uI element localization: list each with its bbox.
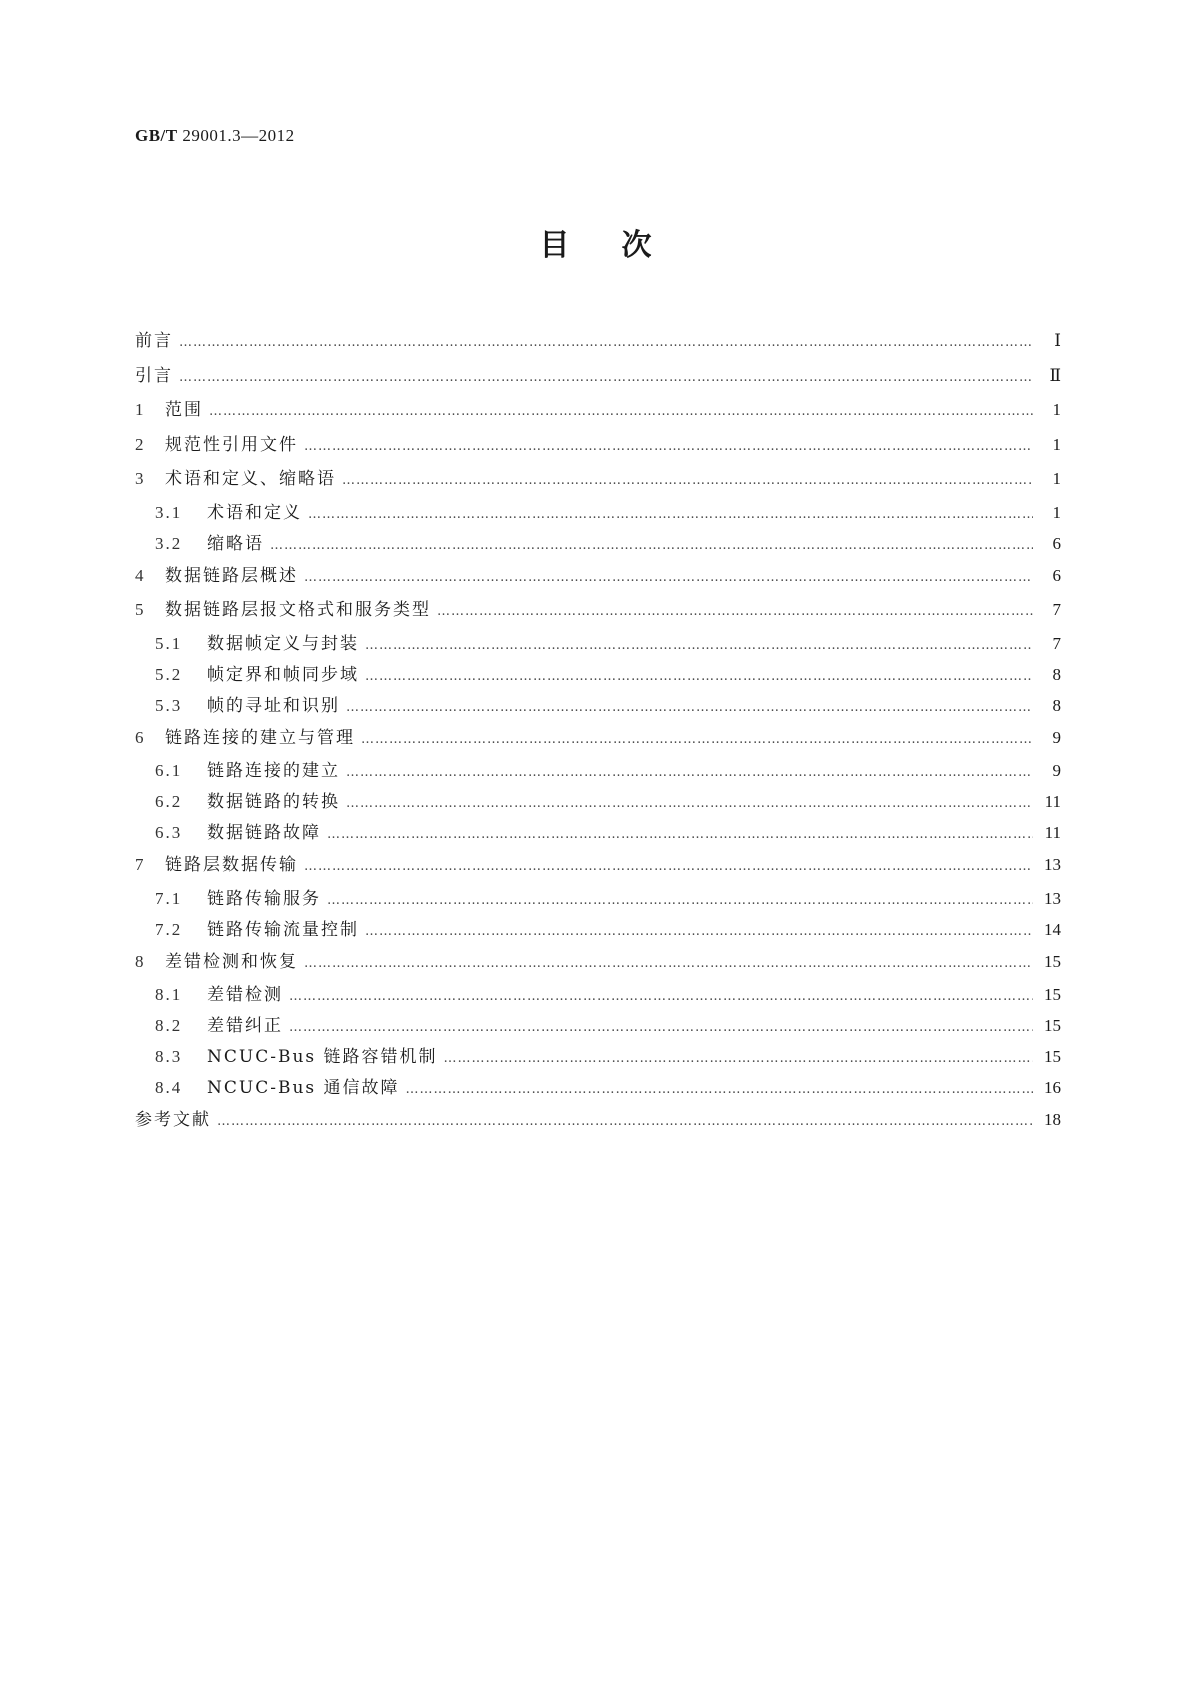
toc-entry[interactable]	[135, 359, 1061, 394]
toc-entry-number: 8.4	[155, 1078, 183, 1097]
toc-entry-label: 链路连接的建立	[207, 761, 340, 781]
toc-leader-dots	[437, 595, 1033, 630]
toc-leader-dots	[342, 464, 1033, 499]
toc-entry-page: 11	[1044, 792, 1061, 811]
toc-entry[interactable]	[135, 393, 1061, 428]
toc-entry[interactable]	[135, 497, 1061, 528]
toc-entry-page: 13	[1044, 888, 1061, 908]
toc-entry-page: 16	[1044, 1078, 1061, 1097]
toc-entry-label: NCUC-Bus 通信故障	[207, 1078, 400, 1098]
toc-entry[interactable]	[135, 593, 1061, 628]
toc-entry-number: 5.1	[155, 633, 183, 653]
toc-entry-label: 数据链路层概述	[165, 565, 298, 586]
toc-entry-number: 4	[135, 565, 144, 585]
toc-entry-number: 6.3	[155, 823, 183, 842]
toc-entry[interactable]	[135, 659, 1061, 690]
standard-number: 29001.3—2012	[177, 126, 295, 145]
toc-entry-page: 14	[1044, 919, 1061, 939]
toc-entry-page: 15	[1044, 985, 1061, 1004]
toc-entry-label: 术语和定义	[207, 502, 302, 523]
standard-prefix: GB/T	[135, 126, 178, 145]
toc-entry-label: 术语和定义、缩略语	[165, 469, 336, 489]
toc-entry-label: 数据帧定义与封装	[207, 633, 359, 654]
toc-leader-dots	[444, 1043, 1033, 1074]
toc-entry-page: 13	[1044, 855, 1061, 874]
toc-entry-label: 引言	[135, 365, 173, 386]
toc-entry[interactable]	[135, 1010, 1061, 1041]
toc-entry[interactable]	[135, 1041, 1061, 1072]
toc-entry-page: Ⅱ	[1049, 365, 1061, 385]
toc-leader-dots	[179, 361, 1033, 396]
toc-entry[interactable]	[135, 755, 1061, 786]
toc-entry-page: 7	[1052, 600, 1061, 619]
toc-leader-dots	[346, 757, 1033, 788]
toc-entry[interactable]	[135, 883, 1061, 914]
toc-entry-number: 8.3	[155, 1047, 183, 1066]
toc-entry-label: 数据链路故障	[207, 823, 321, 843]
toc-entry-label: 缩略语	[207, 533, 264, 554]
toc-entry-page: 8	[1052, 695, 1061, 715]
toc-leader-dots	[304, 561, 1033, 596]
toc-leader-dots	[327, 885, 1033, 916]
toc-entry-page: 15	[1044, 1016, 1061, 1035]
toc-entry[interactable]	[135, 690, 1061, 721]
toc-leader-dots	[209, 395, 1033, 430]
toc-entry[interactable]	[135, 1072, 1061, 1103]
toc-leader-dots	[327, 819, 1033, 850]
toc-leader-dots	[217, 1105, 1033, 1140]
standard-code	[135, 126, 295, 146]
toc-entry-page: 6	[1052, 533, 1061, 553]
toc-entry-label: 前言	[135, 331, 173, 351]
toc-leader-dots	[270, 530, 1033, 561]
toc-entry-label: 链路传输服务	[207, 888, 321, 909]
toc-entry-label: 链路层数据传输	[165, 855, 298, 875]
toc-entry-label: 规范性引用文件	[165, 434, 298, 455]
toc-leader-dots	[346, 788, 1033, 819]
toc-entry-page: 15	[1044, 951, 1061, 971]
toc-entry-page: 8	[1052, 664, 1061, 684]
table-of-contents	[135, 324, 1061, 1138]
toc-entry-label: 差错检测和恢复	[165, 951, 298, 972]
toc-entry-label: 链路传输流量控制	[207, 919, 359, 940]
toc-entry-label: 帧定界和帧同步域	[207, 664, 359, 685]
toc-entry-number: 6.2	[155, 792, 183, 811]
toc-entry-page: 1	[1052, 400, 1061, 419]
toc-entry-page: 1	[1052, 502, 1061, 522]
toc-entry-number: 5.3	[155, 695, 183, 715]
toc-entry[interactable]	[135, 324, 1061, 359]
toc-leader-dots	[406, 1074, 1033, 1105]
toc-entry[interactable]	[135, 462, 1061, 497]
toc-entry-label: 数据链路层报文格式和服务类型	[165, 600, 431, 620]
toc-entry-number: 3	[135, 469, 144, 488]
toc-entry-number: 5	[135, 600, 144, 619]
toc-entry-label: NCUC-Bus 链路容错机制	[207, 1047, 438, 1067]
toc-entry-page: 1	[1052, 469, 1061, 488]
toc-entry-page: Ⅰ	[1054, 331, 1061, 350]
page-title: 目次	[539, 228, 704, 263]
toc-entry[interactable]	[135, 528, 1061, 559]
toc-entry-page: 9	[1052, 727, 1061, 747]
toc-entry-page: 15	[1044, 1047, 1061, 1066]
toc-entry-label: 链路连接的建立与管理	[165, 727, 355, 748]
toc-entry-page: 6	[1052, 565, 1061, 585]
toc-entry[interactable]	[135, 817, 1061, 848]
toc-leader-dots	[346, 692, 1033, 723]
toc-entry-label: 差错纠正	[207, 1016, 283, 1036]
toc-entry-label: 范围	[165, 400, 203, 420]
toc-entry-number: 8	[135, 951, 144, 971]
toc-leader-dots	[361, 723, 1033, 758]
toc-entry-page: 9	[1052, 761, 1061, 780]
toc-leader-dots	[365, 630, 1033, 661]
toc-leader-dots	[179, 326, 1033, 361]
toc-leader-dots	[289, 981, 1033, 1012]
toc-entry-page: 7	[1052, 633, 1061, 653]
toc-leader-dots	[304, 947, 1033, 982]
toc-entry-number: 6.1	[155, 761, 183, 780]
toc-leader-dots	[304, 430, 1033, 465]
toc-entry-page: 18	[1044, 1110, 1061, 1129]
toc-leader-dots	[365, 661, 1033, 692]
toc-leader-dots	[289, 1012, 1033, 1043]
toc-entry-label: 差错检测	[207, 985, 283, 1005]
toc-entry[interactable]	[135, 428, 1061, 463]
toc-entry-number: 3.1	[155, 502, 183, 522]
toc-entry-label: 帧的寻址和识别	[207, 695, 340, 716]
toc-entry-page: 1	[1052, 434, 1061, 454]
toc-entry-page: 11	[1044, 823, 1061, 842]
toc-entry[interactable]	[135, 1103, 1061, 1138]
toc-entry-number: 2	[135, 434, 144, 454]
toc-entry[interactable]	[135, 628, 1061, 659]
toc-entry-label: 参考文献	[135, 1110, 211, 1130]
toc-entry-number: 8.1	[155, 985, 183, 1004]
toc-entry-number: 7	[135, 855, 144, 874]
toc-leader-dots	[365, 916, 1033, 947]
toc-entry[interactable]	[135, 786, 1061, 817]
toc-entry[interactable]	[135, 848, 1061, 883]
toc-entry[interactable]	[135, 559, 1061, 594]
toc-entry-number: 7.1	[155, 888, 183, 908]
toc-entry-number: 7.2	[155, 919, 183, 939]
toc-entry-number: 3.2	[155, 533, 183, 553]
toc-entry-number: 1	[135, 400, 144, 419]
toc-entry-number: 8.2	[155, 1016, 183, 1035]
toc-entry-number: 6	[135, 727, 144, 747]
toc-entry[interactable]	[135, 721, 1061, 756]
toc-entry[interactable]	[135, 945, 1061, 980]
toc-entry-number: 5.2	[155, 664, 183, 684]
toc-leader-dots	[308, 499, 1033, 530]
toc-entry[interactable]	[135, 914, 1061, 945]
toc-leader-dots	[304, 850, 1033, 885]
toc-entry-label: 数据链路的转换	[207, 792, 340, 812]
toc-entry[interactable]	[135, 979, 1061, 1010]
